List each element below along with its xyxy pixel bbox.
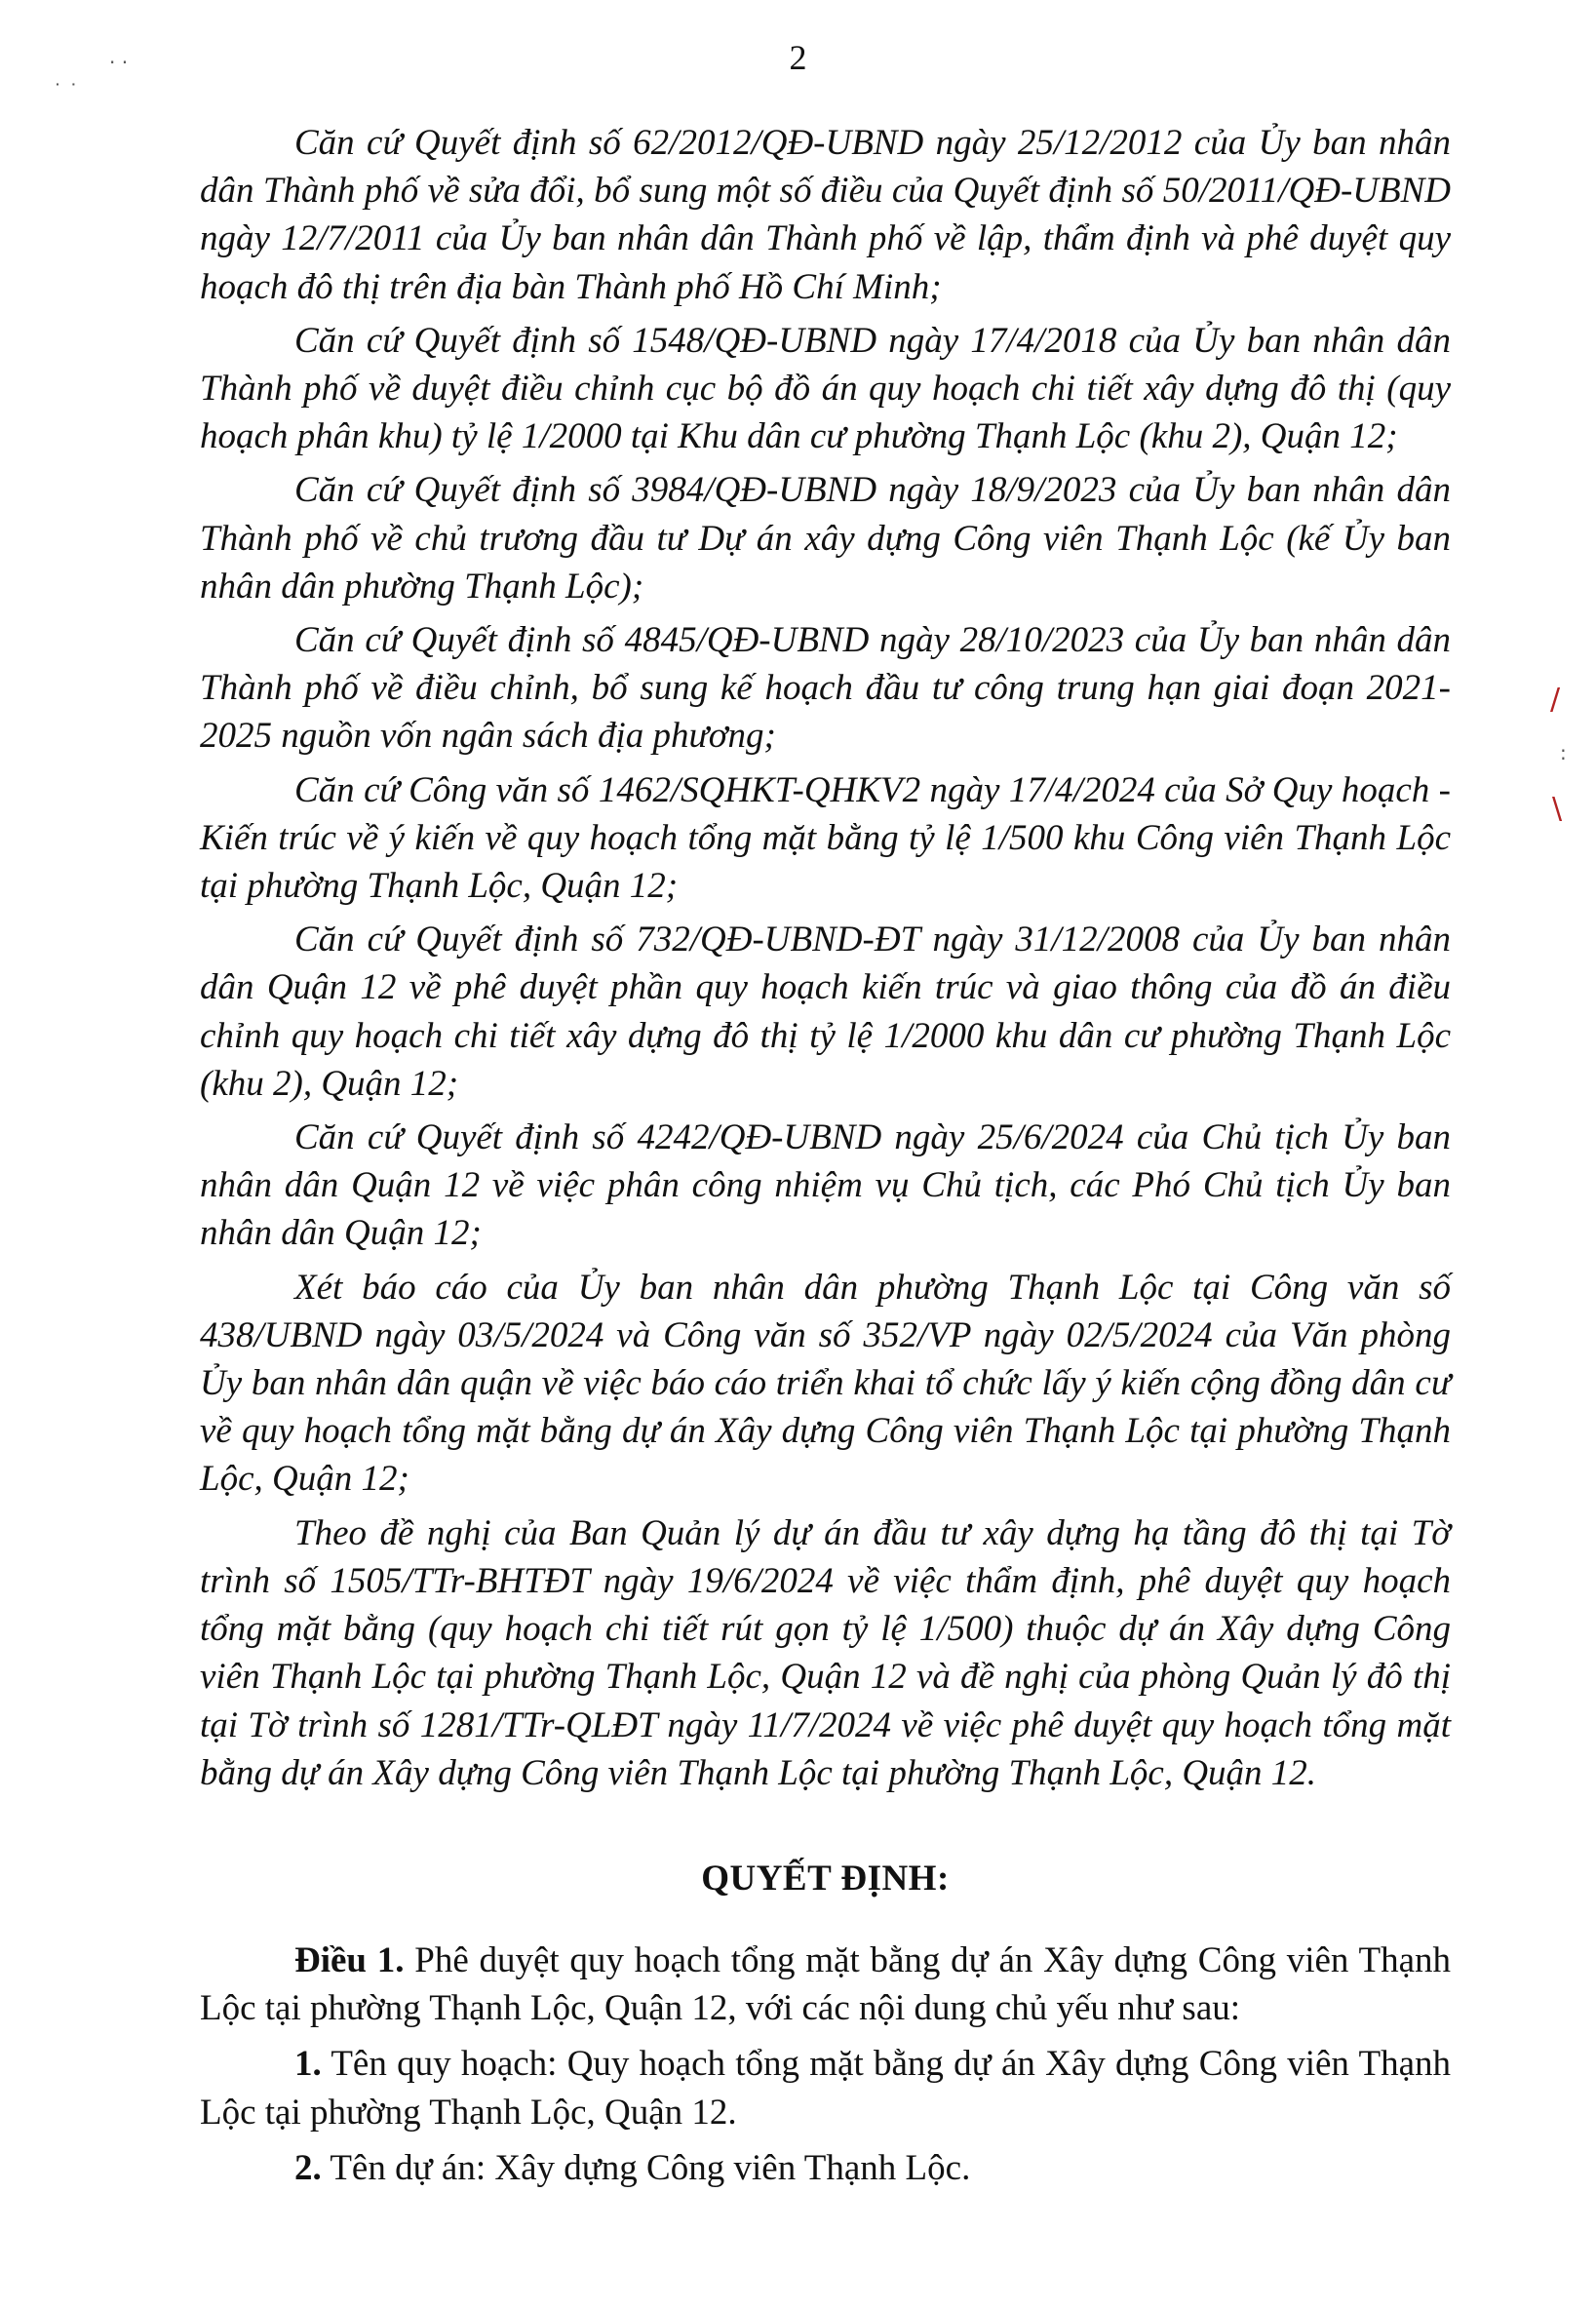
scan-speck: · · <box>109 51 129 74</box>
decision-heading: QUYẾT ĐỊNH: <box>701 1858 950 1899</box>
legal-basis-paragraph: Căn cứ Công văn số 1462/SQHKT-QHKV2 ngày 17/4/2024 của Sở Quy hoạch - Kiến trúc về ý kiến về quy hoạch tổng mặt bằng tỷ lệ 1/500 khu Công viên Thạnh Lộc tại phường Thạnh Lộc, Quận 12; <box>200 769 1451 907</box>
article-1 <box>200 1937 1451 2032</box>
legal-basis-paragraph: Căn cứ Quyết định số 4242/QĐ-UBND ngày 25/6/2024 của Chủ tịch Ủy ban nhân dân Quận 12 về việc phân công nhiệm vụ Chủ tịch, các Phó Chủ tịch Ủy ban nhân dân Quận 12; <box>200 1117 1451 1254</box>
legal-basis-paragraph: Căn cứ Quyết định số 4845/QĐ-UBND ngày 28/10/2023 của Ủy ban nhân dân Thành phố về điều chỉnh, bổ sung kế hoạch đầu tư công trung hạn giai đoạn 2021-2025 nguồn vốn ngân sách địa phương; <box>200 620 1451 757</box>
proposal-paragraph: Theo đề nghị của Ban Quản lý dự án đầu tư xây dựng hạ tầng đô thị tại Tờ trình số 1505/TTr-BHTĐT ngày 19/6/2024 về việc thẩm định, phê duyệt quy hoạch tổng mặt bằng (quy hoạch chi tiết rút gọn tỷ lệ 1/500) thuộc dự án Xây dựng Công viên Thạnh Lộc tại phường Thạnh Lộc, Quận 12 và đề nghị của phòng Quản lý đô thị tại Tờ trình số 1281/TTr-QLĐT ngày 11/7/2024 về việc phê duyệt quy hoạch tổng mặt bằng dự án Xây dựng Công viên Thạnh Lộc tại phường Thạnh Lộc, Quận 12. <box>200 1512 1451 1793</box>
page-number: 2 <box>789 38 807 77</box>
legal-basis-paragraph: Căn cứ Quyết định số 1548/QĐ-UBND ngày 17/4/2018 của Ủy ban nhân dân Thành phố về duyệt điều chỉnh cục bộ đồ án quy hoạch chi tiết xây dựng đô thị (quy hoạch phân khu) tỷ lệ 1/2000 tại Khu dân cư phường Thạnh Lộc (khu 2), Quận 12; <box>200 320 1451 457</box>
article-text: Tên quy hoạch: Quy hoạch tổng mặt bằng dự án Xây dựng Công viên Thạnh Lộc tại phường Thạnh Lộc, Quận 12. <box>200 2044 1451 2133</box>
consideration-paragraph: Xét báo cáo của Ủy ban nhân dân phường Thạnh Lộc tại Công văn số 438/UBND ngày 03/5/2024 và Công văn số 352/VP ngày 02/5/2024 của Văn phòng Ủy ban nhân dân quận về việc báo cáo triển khai tổ chức lấy ý kiến cộng đồng dân cư về quy hoạch tổng mặt bằng dự án Xây dựng Công viên Thạnh Lộc tại phường Thạnh Lộc, Quận 12; <box>200 1267 1451 1500</box>
article-item-1 <box>200 2040 1451 2135</box>
scan-speck: ˙ ˙ <box>53 80 79 103</box>
document-body <box>200 119 1451 2200</box>
article-item-2 <box>200 2144 1451 2192</box>
legal-basis-paragraph: Căn cứ Quyết định số 3984/QĐ-UBND ngày 18/9/2023 của Ủy ban nhân dân Thành phố về chủ trương đầu tư Dự án xây dựng Công viên Thạnh Lộc (kế Ủy ban nhân dân phường Thạnh Lộc); <box>200 470 1451 607</box>
article-text: Phê duyệt quy hoạch tổng mặt bằng dự án Xây dựng Công viên Thạnh Lộc tại phường Thạnh Lộc, Quận 12, với các nội dung chủ yếu như sau: <box>200 1939 1452 2029</box>
article-label: Điều 1. <box>294 1939 405 1980</box>
legal-basis-paragraph: Căn cứ Quyết định số 732/QĐ-UBND-ĐT ngày 31/12/2008 của Ủy ban nhân dân Quận 12 về phê duyệt phần quy hoạch kiến trúc và giao thông của đồ án điều chỉnh quy hoạch chi tiết xây dựng đô thị tỷ lệ 1/2000 khu dân cư phường Thạnh Lộc (khu 2), Quận 12; <box>200 920 1451 1104</box>
article-label: 1. <box>294 2044 322 2085</box>
article-text: Tên dự án: Xây dựng Công viên Thạnh Lộc. <box>321 2147 971 2188</box>
scan-mark: \ <box>1552 792 1563 826</box>
article-label: 2. <box>294 2147 322 2188</box>
scan-speck: : <box>1560 741 1567 764</box>
scan-mark: / <box>1550 683 1561 717</box>
legal-basis-paragraph: Căn cứ Quyết định số 62/2012/QĐ-UBND ngày 25/12/2012 của Ủy ban nhân dân Thành phố về sửa đổi, bổ sung một số điều của Quyết định số 50/2011/QĐ-UBND ngày 12/7/2011 của Ủy ban nhân dân Thành phố về lập, thẩm định và phê duyệt quy hoạch đô thị trên địa bàn Thành phố Hồ Chí Minh; <box>200 123 1451 307</box>
